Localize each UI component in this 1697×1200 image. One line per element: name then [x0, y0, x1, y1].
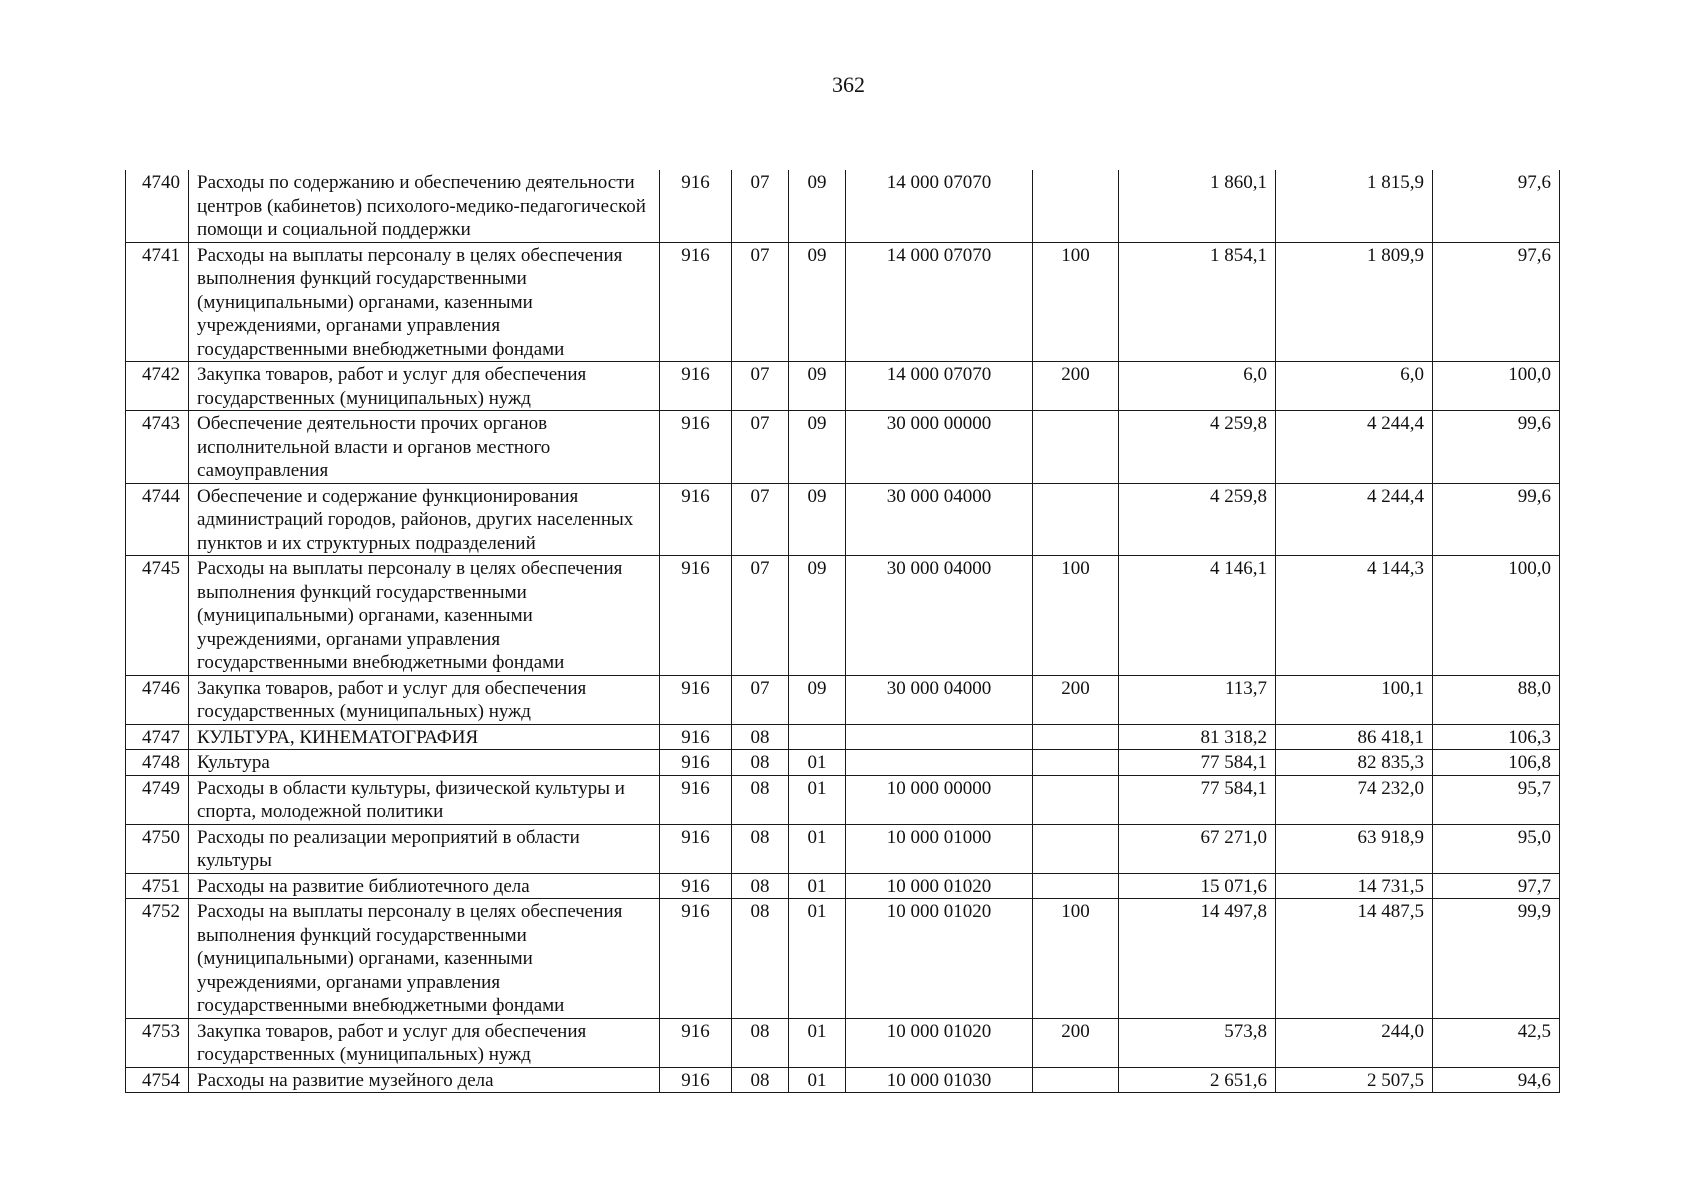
subsection-code-cell: 01	[789, 899, 846, 1019]
ministry-code-cell: 916	[660, 750, 732, 776]
subsection-code-cell: 09	[789, 483, 846, 556]
expense-type-code-cell	[1033, 170, 1119, 242]
row-number-cell: 4752	[126, 899, 189, 1019]
table-body	[126, 170, 1560, 1093]
row-number-cell: 4750	[126, 824, 189, 873]
expense-name-cell: Закупка товаров, работ и услуг для обеспечения государственных (муниципальных) нужд	[189, 675, 660, 724]
execution-percent-cell: 106,3	[1433, 724, 1560, 750]
target-article-code-cell	[846, 750, 1033, 776]
subsection-code-cell: 01	[789, 750, 846, 776]
target-article-code-cell	[846, 724, 1033, 750]
planned-amount-cell: 1 854,1	[1119, 242, 1276, 362]
target-article-code-cell: 10 000 01020	[846, 1018, 1033, 1067]
table-row	[126, 899, 1560, 1019]
expense-name-cell: Расходы по содержанию и обеспечению деятельности центров (кабинетов) психолого-медико-педагогической помощи и социальной поддержки	[189, 170, 660, 242]
row-number-cell: 4748	[126, 750, 189, 776]
expense-type-code-cell: 100	[1033, 899, 1119, 1019]
subsection-code-cell: 09	[789, 675, 846, 724]
planned-amount-cell: 573,8	[1119, 1018, 1276, 1067]
expense-name-cell: КУЛЬТУРА, КИНЕМАТОГРАФИЯ	[189, 724, 660, 750]
ministry-code-cell: 916	[660, 675, 732, 724]
expense-type-code-cell	[1033, 750, 1119, 776]
ministry-code-cell: 916	[660, 411, 732, 484]
subsection-code-cell: 09	[789, 170, 846, 242]
expense-name-cell: Обеспечение деятельности прочих органов исполнительной власти и органов местного самоуправления	[189, 411, 660, 484]
row-number-cell: 4746	[126, 675, 189, 724]
target-article-code-cell: 10 000 01030	[846, 1067, 1033, 1093]
subsection-code-cell: 09	[789, 362, 846, 411]
planned-amount-cell: 113,7	[1119, 675, 1276, 724]
subsection-code-cell: 09	[789, 556, 846, 676]
actual-amount-cell: 63 918,9	[1276, 824, 1433, 873]
actual-amount-cell: 14 487,5	[1276, 899, 1433, 1019]
row-number-cell: 4742	[126, 362, 189, 411]
actual-amount-cell: 74 232,0	[1276, 775, 1433, 824]
execution-percent-cell: 88,0	[1433, 675, 1560, 724]
execution-percent-cell: 99,6	[1433, 483, 1560, 556]
table-row	[126, 873, 1560, 899]
subsection-code-cell: 01	[789, 775, 846, 824]
execution-percent-cell: 42,5	[1433, 1018, 1560, 1067]
budget-table	[125, 170, 1560, 1093]
table-row	[126, 170, 1560, 242]
execution-percent-cell: 99,6	[1433, 411, 1560, 484]
row-number-cell: 4747	[126, 724, 189, 750]
target-article-code-cell: 14 000 07070	[846, 170, 1033, 242]
expense-name-cell: Расходы на выплаты персоналу в целях обеспечения выполнения функций государственными (муниципальными) органами, казенными учреждениями, органами управления государственными внебюджетными фондами	[189, 242, 660, 362]
planned-amount-cell: 4 259,8	[1119, 411, 1276, 484]
row-number-cell: 4741	[126, 242, 189, 362]
target-article-code-cell: 30 000 04000	[846, 483, 1033, 556]
subsection-code-cell: 01	[789, 1067, 846, 1093]
actual-amount-cell: 4 244,4	[1276, 483, 1433, 556]
expense-name-cell: Расходы на развитие музейного дела	[189, 1067, 660, 1093]
expense-name-cell: Расходы на выплаты персоналу в целях обеспечения выполнения функций государственными (муниципальными) органами, казенными учреждениями, органами управления государственными внебюджетными фондами	[189, 556, 660, 676]
ministry-code-cell: 916	[660, 824, 732, 873]
section-code-cell: 07	[732, 362, 789, 411]
section-code-cell: 08	[732, 824, 789, 873]
section-code-cell: 07	[732, 675, 789, 724]
target-article-code-cell: 14 000 07070	[846, 242, 1033, 362]
expense-type-code-cell	[1033, 824, 1119, 873]
ministry-code-cell: 916	[660, 899, 732, 1019]
actual-amount-cell: 100,1	[1276, 675, 1433, 724]
target-article-code-cell: 30 000 04000	[846, 675, 1033, 724]
actual-amount-cell: 4 244,4	[1276, 411, 1433, 484]
actual-amount-cell: 82 835,3	[1276, 750, 1433, 776]
row-number-cell: 4740	[126, 170, 189, 242]
row-number-cell: 4743	[126, 411, 189, 484]
execution-percent-cell: 99,9	[1433, 899, 1560, 1019]
ministry-code-cell: 916	[660, 483, 732, 556]
expense-type-code-cell	[1033, 775, 1119, 824]
ministry-code-cell: 916	[660, 1018, 732, 1067]
expense-name-cell: Культура	[189, 750, 660, 776]
expense-type-code-cell: 100	[1033, 556, 1119, 676]
section-code-cell: 07	[732, 242, 789, 362]
target-article-code-cell: 30 000 00000	[846, 411, 1033, 484]
section-code-cell: 08	[732, 724, 789, 750]
table-row	[126, 675, 1560, 724]
section-code-cell: 08	[732, 873, 789, 899]
expense-type-code-cell: 200	[1033, 1018, 1119, 1067]
table-row	[126, 362, 1560, 411]
row-number-cell: 4745	[126, 556, 189, 676]
planned-amount-cell: 14 497,8	[1119, 899, 1276, 1019]
ministry-code-cell: 916	[660, 873, 732, 899]
section-code-cell: 07	[732, 483, 789, 556]
target-article-code-cell: 14 000 07070	[846, 362, 1033, 411]
actual-amount-cell: 1 815,9	[1276, 170, 1433, 242]
table-row	[126, 824, 1560, 873]
ministry-code-cell: 916	[660, 1067, 732, 1093]
page-number: 362	[832, 72, 865, 97]
actual-amount-cell: 1 809,9	[1276, 242, 1433, 362]
expense-name-cell: Расходы в области культуры, физической культуры и спорта, молодежной политики	[189, 775, 660, 824]
actual-amount-cell: 244,0	[1276, 1018, 1433, 1067]
expense-name-cell: Закупка товаров, работ и услуг для обеспечения государственных (муниципальных) нужд	[189, 1018, 660, 1067]
execution-percent-cell: 95,0	[1433, 824, 1560, 873]
ministry-code-cell: 916	[660, 724, 732, 750]
actual-amount-cell: 6,0	[1276, 362, 1433, 411]
planned-amount-cell: 4 259,8	[1119, 483, 1276, 556]
ministry-code-cell: 916	[660, 170, 732, 242]
section-code-cell: 08	[732, 750, 789, 776]
planned-amount-cell: 81 318,2	[1119, 724, 1276, 750]
table-row	[126, 775, 1560, 824]
expense-name-cell: Расходы на развитие библиотечного дела	[189, 873, 660, 899]
table-row	[126, 1018, 1560, 1067]
planned-amount-cell: 2 651,6	[1119, 1067, 1276, 1093]
table-row	[126, 750, 1560, 776]
planned-amount-cell: 15 071,6	[1119, 873, 1276, 899]
section-code-cell: 08	[732, 1018, 789, 1067]
row-number-cell: 4754	[126, 1067, 189, 1093]
expense-type-code-cell: 100	[1033, 242, 1119, 362]
planned-amount-cell: 77 584,1	[1119, 775, 1276, 824]
table-row	[126, 1067, 1560, 1093]
target-article-code-cell: 10 000 01000	[846, 824, 1033, 873]
expense-type-code-cell	[1033, 411, 1119, 484]
section-code-cell: 08	[732, 899, 789, 1019]
row-number-cell: 4749	[126, 775, 189, 824]
execution-percent-cell: 94,6	[1433, 1067, 1560, 1093]
execution-percent-cell: 106,8	[1433, 750, 1560, 776]
execution-percent-cell: 97,6	[1433, 242, 1560, 362]
target-article-code-cell: 10 000 01020	[846, 873, 1033, 899]
subsection-code-cell: 01	[789, 1018, 846, 1067]
table-row	[126, 242, 1560, 362]
planned-amount-cell: 1 860,1	[1119, 170, 1276, 242]
target-article-code-cell: 10 000 01020	[846, 899, 1033, 1019]
expense-type-code-cell	[1033, 483, 1119, 556]
subsection-code-cell: 01	[789, 824, 846, 873]
planned-amount-cell: 67 271,0	[1119, 824, 1276, 873]
expense-name-cell: Расходы на выплаты персоналу в целях обеспечения выполнения функций государственными (муниципальными) органами, казенными учреждениями, органами управления государственными внебюджетными фондами	[189, 899, 660, 1019]
table-row	[126, 483, 1560, 556]
ministry-code-cell: 916	[660, 362, 732, 411]
section-code-cell: 08	[732, 1067, 789, 1093]
table-row	[126, 724, 1560, 750]
expense-type-code-cell	[1033, 1067, 1119, 1093]
section-code-cell: 07	[732, 411, 789, 484]
table-row	[126, 556, 1560, 676]
section-code-cell: 07	[732, 556, 789, 676]
ministry-code-cell: 916	[660, 775, 732, 824]
execution-percent-cell: 97,6	[1433, 170, 1560, 242]
execution-percent-cell: 100,0	[1433, 362, 1560, 411]
expense-type-code-cell: 200	[1033, 362, 1119, 411]
planned-amount-cell: 4 146,1	[1119, 556, 1276, 676]
section-code-cell: 07	[732, 170, 789, 242]
planned-amount-cell: 6,0	[1119, 362, 1276, 411]
subsection-code-cell	[789, 724, 846, 750]
subsection-code-cell: 09	[789, 242, 846, 362]
target-article-code-cell: 10 000 00000	[846, 775, 1033, 824]
execution-percent-cell: 95,7	[1433, 775, 1560, 824]
row-number-cell: 4753	[126, 1018, 189, 1067]
expense-name-cell: Закупка товаров, работ и услуг для обеспечения государственных (муниципальных) нужд	[189, 362, 660, 411]
actual-amount-cell: 14 731,5	[1276, 873, 1433, 899]
expense-name-cell: Расходы по реализации мероприятий в области культуры	[189, 824, 660, 873]
actual-amount-cell: 2 507,5	[1276, 1067, 1433, 1093]
planned-amount-cell: 77 584,1	[1119, 750, 1276, 776]
ministry-code-cell: 916	[660, 242, 732, 362]
target-article-code-cell: 30 000 04000	[846, 556, 1033, 676]
expense-name-cell: Обеспечение и содержание функционирования администраций городов, районов, других населенных пунктов и их структурных подразделений	[189, 483, 660, 556]
execution-percent-cell: 100,0	[1433, 556, 1560, 676]
actual-amount-cell: 4 144,3	[1276, 556, 1433, 676]
row-number-cell: 4744	[126, 483, 189, 556]
row-number-cell: 4751	[126, 873, 189, 899]
execution-percent-cell: 97,7	[1433, 873, 1560, 899]
ministry-code-cell: 916	[660, 556, 732, 676]
expense-type-code-cell	[1033, 873, 1119, 899]
subsection-code-cell: 09	[789, 411, 846, 484]
expense-type-code-cell: 200	[1033, 675, 1119, 724]
expense-type-code-cell	[1033, 724, 1119, 750]
section-code-cell: 08	[732, 775, 789, 824]
table-row	[126, 411, 1560, 484]
subsection-code-cell: 01	[789, 873, 846, 899]
actual-amount-cell: 86 418,1	[1276, 724, 1433, 750]
